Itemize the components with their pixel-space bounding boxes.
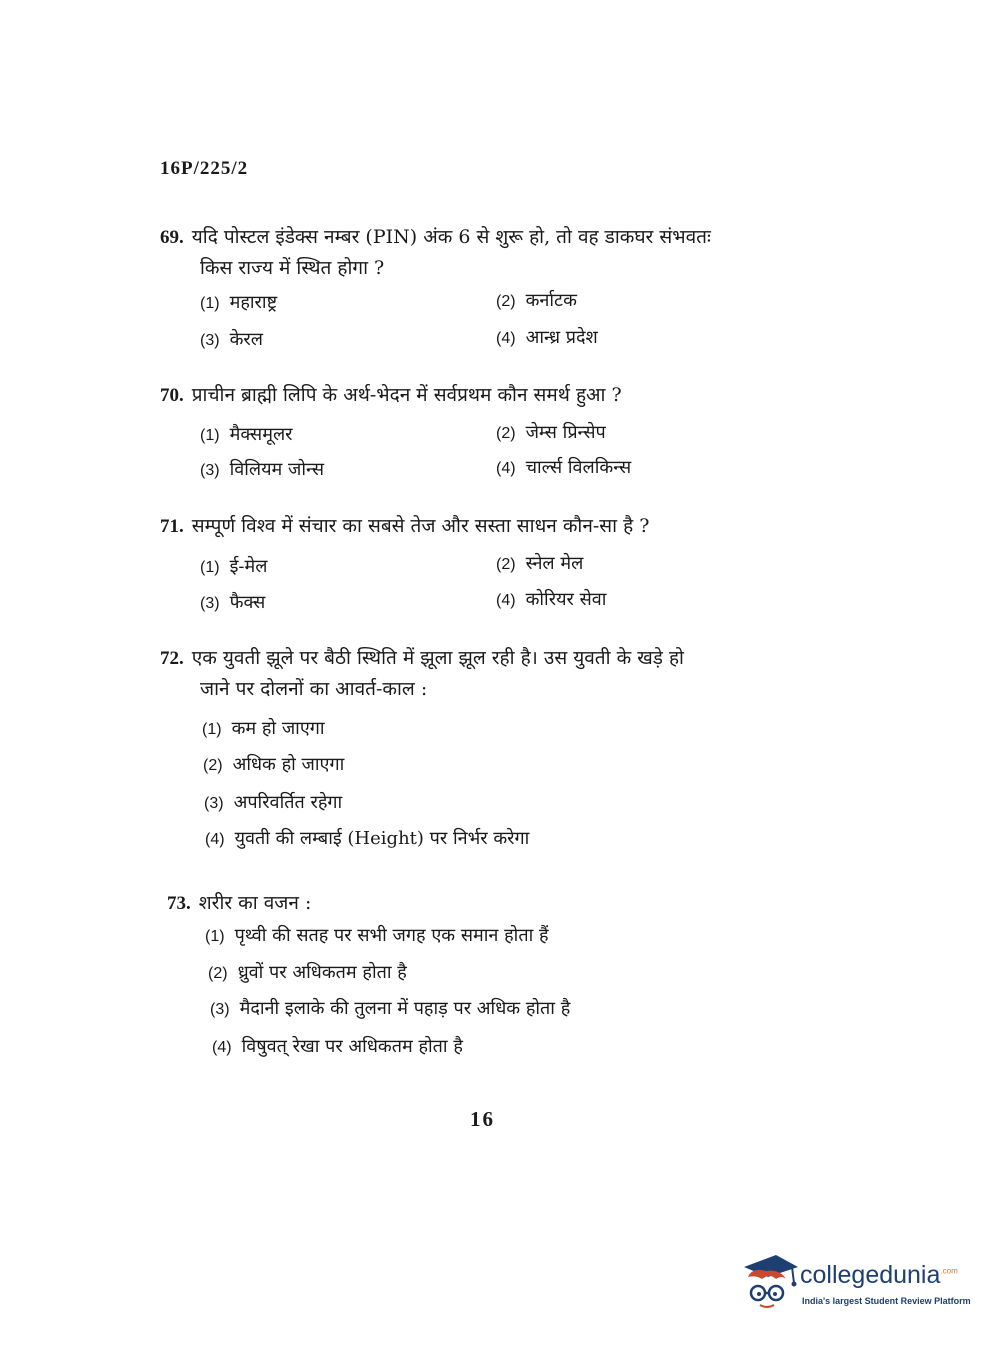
question-text bbox=[160, 380, 800, 411]
option-text: ई-मेल bbox=[229, 556, 268, 577]
option-number: (1) bbox=[200, 427, 220, 444]
question-71 bbox=[160, 511, 800, 542]
option-number: (3) bbox=[210, 1001, 230, 1018]
brand-name bbox=[800, 1261, 958, 1290]
option-number: (3) bbox=[204, 795, 224, 812]
question-72 bbox=[160, 643, 800, 704]
brand-tagline: India's largest Student Review Platform bbox=[802, 1296, 971, 1306]
question-text-line1: यदि पोस्टल इंडेक्स नम्बर (PIN) अंक 6 से शुरू हो, तो वह डाकघर संभवतः bbox=[191, 226, 711, 248]
option-text: केरल bbox=[229, 329, 263, 350]
question-text-line2: जाने पर दोलनों का आवर्त-काल : bbox=[200, 678, 428, 700]
option-2 bbox=[208, 960, 407, 984]
option-number: (3) bbox=[200, 462, 220, 479]
option-text: विलियम जोन्स bbox=[229, 459, 325, 480]
option-number: (1) bbox=[200, 295, 220, 312]
option-1 bbox=[202, 716, 325, 740]
question-text bbox=[160, 643, 800, 674]
option-number: (3) bbox=[200, 332, 220, 349]
question-text bbox=[167, 888, 807, 919]
option-2 bbox=[203, 752, 344, 776]
collegedunia-logo bbox=[742, 1253, 972, 1315]
option-number: (4) bbox=[496, 460, 516, 477]
option-text: कोरियर सेवा bbox=[525, 589, 607, 610]
question-number: 70. bbox=[160, 385, 184, 406]
option-text: अधिक हो जाएगा bbox=[232, 754, 345, 775]
question-text-line2: किस राज्य में स्थित होगा ? bbox=[200, 257, 385, 279]
option-number: (2) bbox=[496, 425, 516, 442]
option-3 bbox=[200, 457, 324, 481]
option-text: पृथ्वी की सतह पर सभी जगह एक समान होता हैं bbox=[234, 925, 549, 946]
page-number: 16 bbox=[470, 1107, 495, 1131]
option-number: (2) bbox=[496, 293, 516, 310]
option-text: स्नेल मेल bbox=[525, 553, 584, 574]
brand-name-text: collegedunia bbox=[800, 1261, 941, 1289]
option-text: जेम्स प्रिन्सेप bbox=[525, 422, 606, 443]
question-number: 69. bbox=[160, 227, 184, 248]
option-number: (2) bbox=[203, 757, 223, 774]
option-4 bbox=[212, 1034, 463, 1058]
option-text: युवती की लम्बाई (Height) पर निर्भर करेगा bbox=[234, 828, 530, 849]
option-number: (3) bbox=[200, 595, 220, 612]
option-4 bbox=[496, 587, 606, 611]
option-number: (4) bbox=[212, 1039, 232, 1056]
option-2 bbox=[496, 420, 606, 444]
question-number: 72. bbox=[160, 648, 184, 669]
option-2 bbox=[496, 288, 577, 312]
option-text: आन्ध्र प्रदेश bbox=[525, 327, 598, 348]
question-text-line1: शरीर का वजन : bbox=[198, 892, 312, 914]
option-4 bbox=[496, 325, 598, 349]
question-73 bbox=[167, 888, 807, 919]
question-69 bbox=[160, 222, 800, 283]
option-1 bbox=[200, 290, 277, 314]
option-number: (2) bbox=[496, 556, 516, 573]
question-text-line1: एक युवती झूले पर बैठी स्थिति में झूला झूल रही है। उस युवती के खड़े हो bbox=[191, 647, 684, 669]
option-3 bbox=[200, 327, 263, 351]
brand-suffix: .com bbox=[940, 1266, 958, 1276]
option-text: विषुवत् रेखा पर अधिकतम होता है bbox=[241, 1036, 463, 1057]
option-number: (4) bbox=[205, 831, 225, 848]
paper-code: 16P/225/2 bbox=[160, 158, 249, 179]
question-text bbox=[160, 222, 800, 253]
option-text: कर्नाटक bbox=[525, 290, 577, 311]
option-3 bbox=[200, 590, 265, 614]
option-4 bbox=[496, 455, 631, 479]
option-number: (1) bbox=[202, 721, 222, 738]
option-number: (4) bbox=[496, 592, 516, 609]
option-text: फैक्स bbox=[229, 592, 266, 613]
question-70 bbox=[160, 380, 800, 411]
option-text: महाराष्ट्र bbox=[229, 292, 278, 313]
question-number: 73. bbox=[167, 893, 191, 914]
question-text bbox=[160, 511, 800, 542]
option-text: कम हो जाएगा bbox=[231, 718, 325, 739]
option-1 bbox=[205, 923, 549, 947]
question-text-line1: प्राचीन ब्राह्मी लिपि के अर्थ-भेदन में सर्वप्रथम कौन समर्थ हुआ ? bbox=[191, 384, 622, 406]
option-3 bbox=[210, 996, 570, 1020]
option-4 bbox=[205, 826, 529, 850]
option-text: अपरिवर्तित रहेगा bbox=[233, 792, 343, 813]
option-1 bbox=[200, 554, 267, 578]
option-text: मैक्समूलर bbox=[229, 424, 293, 445]
option-number: (1) bbox=[200, 559, 220, 576]
option-text: ध्रुवों पर अधिकतम होता है bbox=[237, 962, 407, 983]
option-text: मैदानी इलाके की तुलना में पहाड़ पर अधिक होता है bbox=[239, 998, 571, 1019]
option-number: (1) bbox=[205, 928, 225, 945]
option-number: (2) bbox=[208, 965, 228, 982]
option-text: चार्ल्स विलकिन्स bbox=[525, 457, 632, 478]
mascot-icon bbox=[742, 1253, 800, 1315]
question-text-line1: सम्पूर्ण विश्व में संचार का सबसे तेज और सस्ता साधन कौन-सा है ? bbox=[191, 515, 650, 537]
question-number: 71. bbox=[160, 516, 184, 537]
option-2 bbox=[496, 551, 583, 575]
option-1 bbox=[200, 422, 293, 446]
option-3 bbox=[204, 790, 342, 814]
option-number: (4) bbox=[496, 330, 516, 347]
